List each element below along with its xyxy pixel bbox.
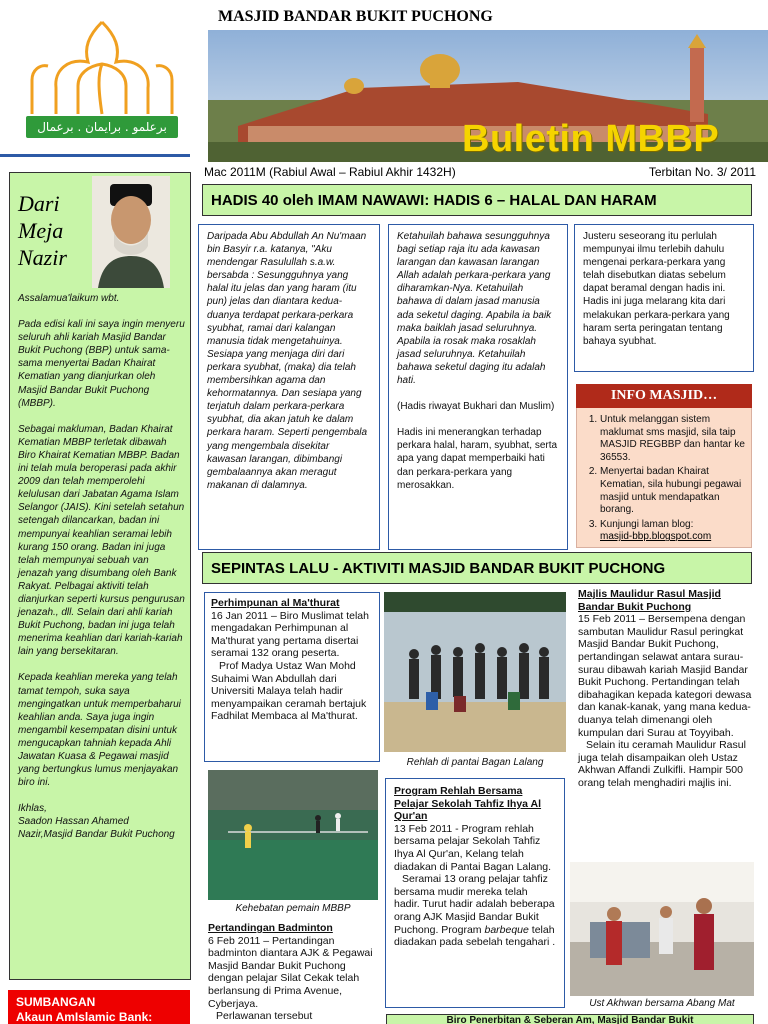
- hadis-column-3: Justeru seseorang itu perlulah mempunyai ilmu terlebih dahulu mengenai perkara-perkara yang telah disebutkan diatas sebelum dapat beramal dengan hadis ini. Hadis ini juga melarang kita dari melakukan perkara-perkara yang haram serta peringatan tentang bahaya syubhat.: [574, 224, 754, 372]
- ustaz-photo: [570, 862, 754, 996]
- footer-bar: Biro Penerbitan & Seberan Am, Masjid Bandar Bukit: [386, 1014, 754, 1024]
- logo-motto: برعلمو . برايمان . برعمال: [26, 116, 178, 138]
- info-masjid-list: [584, 414, 748, 546]
- maulidur-article: Majlis Maulidur Rasul Masjid Bandar Bukit Puchong 15 Feb 2011 – Bersempena dengan sambutan Maulidur Rasul peringkat Masjid Bandar Bukit Puchong, pertandingan selawat antara surau-surau dibawah kariah Masjid Bandar Bukit Puchong. Pertandingan telah dibahagikan kepada kategori dewasa dan kanak-kanak, yang mana kedua-duanya telah dimenangi oleh kumpulan dari Surau at Toyyibah. Selain itu ceramah Maulidur Rasul juga telah disampaikan oleh Ustaz Akhwan Affandi Zulkifli. Hampir 500 orang telah menghadiri majlis ini.: [578, 588, 756, 790]
- beach-group-photo: [384, 592, 566, 752]
- bulletin-title: Buletin MBBP: [462, 118, 720, 160]
- badminton-article: Pertandingan Badminton 6 Feb 2011 – Pertandingan badminton diantara AJK & Pegawai Masjid Bandar Bukit Puchong dengan pelajar Silat Cekak telah berlansung di Prima Avenue, Cyberjaya. Perlawanan tersebut: [208, 922, 380, 1023]
- nazir-portrait: [92, 176, 170, 288]
- mathurat-article: Perhimpunan al Ma'thurat 16 Jan 2011 – Biro Muslimat telah mengadakan Perhimpunan al Ma'thurat yang pertama disertai seramai 132 orang peserta. Prof Madya Ustaz Wan Mohd Suhaimi Wan Abdullah dari Universiti Malaya telah hadir menyampaikan ceramah bertajuk Fadhilat Membaca al Ma'thurat.: [204, 592, 380, 762]
- info-item: 3. Kunjungi laman blog: masjid-bbp.blogspot.com: [600, 519, 748, 544]
- photo-caption: Ust Akhwan bersama Abang Mat: [589, 998, 735, 1009]
- edition-number: Terbitan No. 3/ 2011: [648, 165, 756, 179]
- blog-link[interactable]: masjid-bbp.blogspot.com: [600, 531, 712, 543]
- hadis-column-1: Daripada Abu Abdullah An Nu'maan bin Basyir r.a. katanya, "Aku mendengar Rasulullah s.a.w. bersabda : Sesungguhnya yang halal itu jelas dan yang haram (itu pun) jelas dan diantara kedua-duanya terdapat perkara-perkara syubhat, ramai dari kalangan manusia tidak mengetahuinya. Sesiapa yang menjaga diri dari perkara syubhat, (maka) dia telah membersihkan agama dan kehormatannya. Dan sesiapa yang terjatuh dalam perkara-perkara syubhat, dia akan jatuh ke dalam perkara haram. Seperti pengembala yang mengembala disekitar kawasan larangan, dibimbangi gembalaannya akan meragut makanan di dalamnya.: [198, 224, 380, 550]
- hadis-heading: HADIS 40 oleh IMAM NAWAWI: HADIS 6 – HALAL DAN HARAM: [202, 184, 752, 216]
- hadis-column-2: Ketahuilah bahawa sesungguhnya bagi setiap raja itu ada kawasan larangan dan kawasan larangan Allah adalah perkara-perkara yang diharamkan-Nya. Ketahuilah bahawa di dalam jasad manusia ada seketul daging. Apabila ia baik maka baiklah jasad seluruhnya. Apabila ia rosak maka rosaklah jasad seluruhnya. Ketahuilah bahawa seketul daging itu adalah hati. (Hadis riwayat Bukhari dan Muslim) Hadis ini menerangkan terhadap perkara halal, haram, syubhat, serta apa yang dapat memperbaiki hati dan perkara-perkara yang merosakkan.: [388, 224, 568, 550]
- nazir-heading: Dari Meja Nazir: [18, 191, 67, 270]
- article-title: Program Rehlah Bersama Pelajar Sekolah Tahfiz Ihya Al Qur'an: [394, 785, 542, 823]
- nazir-message: Assalamua'laikum wbt. Pada edisi kali ini saya ingin menyeru seluruh ahli kariah Masjid Bandar Bukit Puchong (BBP) untuk sama-sama menyertai Badan Khairat Kematian yang dianjurkan oleh Masjid Bandar Bukit Puchong (MBBP). Sebagai makluman, Badan Khairat Kematian MBBP terletak dibawah Biro Khairat Kematian MBBP. Badan ini telah mula beroperasi pada akhir 2009 dan telah memperolehi kelulusan dari Jabatan Agama Islam Selangor (JAIS). Kini setelah setahun setengah dilancarkan, badan ini mempunyai keahlian seramai lebih kurang 150 orang. Badan ini juga telah mempunyai sebuah van jenazah yang disumbang oleh Bank Rakyat. Pelbagai aktiviti telah dianjurkan seperti kursus pengurusan jenazah., dll. Selain dari ahli kariah Bukit Puchong, badan ini juga telah menerima keahlian dari kariah-kariah lain yang bersekitaran. Kepada keahlian mereka yang telah tamat tempoh, suka saya mengingatkan untuk memperbaharui keahlian anda. Saya juga ingin mengambil kesempatan disini untuk mengucapkan tahniah kepada Ahli Jawatan Kuasa & Pegawai masjid yang bertungkus lumus menjayakan biro ini. Ikhlas, Saadon Hassan Ahamed Nazir,Masjid Bandar Bukit Puchong: [18, 293, 185, 841]
- date-line: Mac 2011M (Rabiul Awal – Rabiul Akhir 1432H): [204, 165, 456, 179]
- activities-heading: SEPINTAS LALU - AKTIVITI MASJID BANDAR BUKIT PUCHONG: [202, 552, 752, 584]
- info-item: 1. Untuk melanggan sistem maklumat sms masjid, sila taip MASJID REGBBP dan hantar ke 36553.: [600, 414, 748, 464]
- article-title: Perhimpunan al Ma'thurat: [211, 597, 340, 609]
- photo-caption: Rehlah di pantai Bagan Lalang: [406, 757, 544, 768]
- badminton-photo: [208, 770, 378, 900]
- mosque-name: MASJID BANDAR BUKIT PUCHONG: [218, 8, 493, 25]
- photo-caption: Kehebatan pemain MBBP: [235, 903, 351, 914]
- donation-box: SUMBANGAN Akaun AmIslamic Bank:: [6, 988, 192, 1024]
- rehlah-article: Program Rehlah Bersama Pelajar Sekolah Tahfiz Ihya Al Qur'an 13 Feb 2011 - Program rehlah bersama pelajar Sekolah Tahfiz Ihya Al Qur'an, Kelang telah diadakan di Pantai Bagan Lalang. Seramai 13 orang pelajar tahfiz bersama mudir mereka telah hadir. Turut hadir adalah beberapa orang AJK Masjid Bandar Bukit Puchong. Program barbeque telah diadakan pada sebelah tengahari .: [385, 778, 565, 1008]
- article-title: Pertandingan Badminton: [208, 922, 333, 934]
- info-item: 2. Menyertai badan Khairat Kematian, sila hubungi pegawai masjid untuk mendapatkan borang.: [600, 466, 748, 516]
- header-divider: [0, 154, 190, 157]
- info-masjid-heading: INFO MASJID…: [576, 384, 752, 408]
- article-title: Majlis Maulidur Rasul Masjid Bandar Bukit Puchong: [578, 588, 721, 613]
